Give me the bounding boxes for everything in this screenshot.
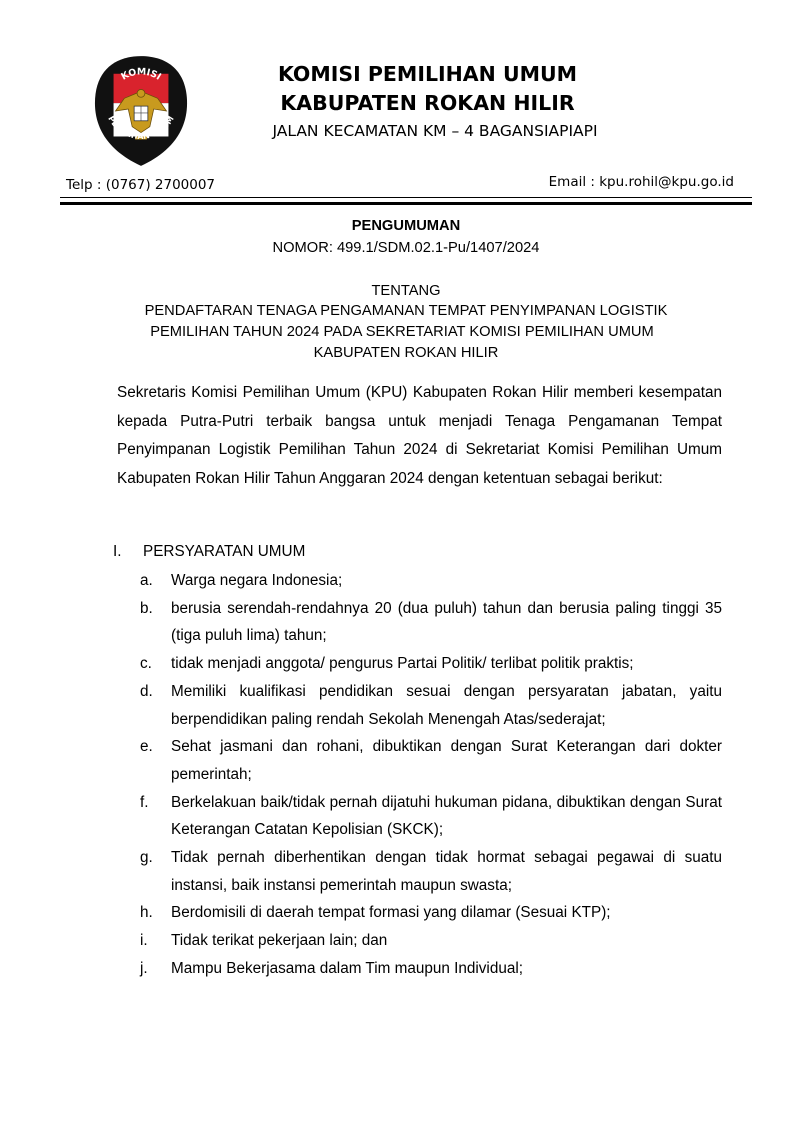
list-item — [140, 678, 722, 733]
item-letter: g. — [140, 849, 153, 867]
announcement-about: TENTANG — [371, 283, 441, 299]
list-item — [140, 844, 722, 899]
header-rule-thin — [60, 197, 752, 198]
list-item — [140, 955, 722, 983]
item-letter: f. — [140, 793, 149, 811]
list-item — [140, 927, 722, 955]
kpu-logo — [92, 54, 190, 168]
section-number: I. — [113, 543, 122, 560]
list-item — [140, 567, 722, 595]
item-letter: j. — [140, 959, 148, 977]
item-text: Berdomisili di daerah tempat formasi yang dilamar (Sesuai KTP); — [171, 904, 611, 922]
list-item — [140, 595, 722, 650]
requirements-list — [140, 567, 722, 983]
list-item — [140, 650, 722, 678]
subject-line: PEMILIHAN TAHUN 2024 PADA SEKRETARIAT KOMISI PEMILIHAN UMUM — [150, 324, 654, 340]
logo-bottom-text: PEMILIHAN UMUM — [106, 114, 176, 141]
item-text: Sehat jasmani dan rohani, dibuktikan dengan Surat Keterangan dari dokter pemerintah; — [171, 738, 722, 783]
phone: Telp : (0767) 2700007 — [66, 177, 216, 193]
address: JALAN KECAMATAN KM – 4 BAGANSIAPIAPI — [272, 122, 598, 140]
item-letter: d. — [140, 682, 153, 700]
item-text: tidak menjadi anggota/ pengurus Partai Politik/ terlibat politik praktis; — [171, 655, 634, 673]
list-item — [140, 733, 722, 788]
section-title: PERSYARATAN UMUM — [143, 543, 306, 560]
email: Email : kpu.rohil@kpu.go.id — [548, 174, 734, 190]
item-text: Mampu Bekerjasama dalam Tim maupun Individual; — [171, 959, 523, 977]
item-letter: e. — [140, 738, 153, 756]
item-text: Tidak terikat pekerjaan lain; dan — [171, 932, 388, 950]
item-text: berusia serendah-rendahnya 20 (dua puluh) tahun dan berusia paling tinggi 35 (tiga puluh lima) tahun; — [171, 599, 722, 645]
org-name: KOMISI PEMILIHAN UMUM — [277, 62, 578, 86]
item-letter: a. — [140, 572, 153, 589]
region-name: KABUPATEN ROKAN HILIR — [280, 91, 575, 115]
announcement-number: NOMOR: 499.1/SDM.02.1-Pu/1407/2024 — [272, 240, 540, 256]
item-letter: c. — [140, 655, 152, 673]
subject-line: KABUPATEN ROKAN HILIR — [313, 345, 499, 361]
logo-top-text: KOMISI — [119, 66, 163, 83]
subject-line: PENDAFTARAN TENAGA PENGAMANAN TEMPAT PENYIMPANAN LOGISTIK — [144, 303, 668, 319]
item-letter: b. — [140, 599, 153, 617]
item-letter: h. — [140, 904, 153, 922]
announcement-title: PENGUMUMAN — [351, 218, 461, 234]
header-rule-thick — [60, 202, 752, 205]
list-item — [140, 789, 722, 844]
item-text: Berkelakuan baik/tidak pernah dijatuhi hukuman pidana, dibuktikan dengan Surat Keterangan Catatan Kepolisian (SKCK); — [171, 793, 722, 839]
intro-paragraph: Sekretaris Komisi Pemilihan Umum (KPU) Kabupaten Rokan Hilir memberi kesempatan kepada Putra-Putri terbaik bangsa untuk menjadi Tenaga Pengamanan Tempat Penyimpanan Logistik Pemilihan Tahun 2024 di Sekretariat Komisi Pemilihan Umum Kabupaten Rokan Hilir Tahun Anggaran 2024 dengan ketentuan sebagai berikut: — [117, 384, 722, 487]
item-text: Memiliki kualifikasi pendidikan sesuai dengan persyaratan jabatan, yaitu berpendidikan paling rendah Sekolah Menengah Atas/sederajat; — [171, 682, 722, 728]
item-letter: i. — [140, 932, 148, 950]
item-text: Warga negara Indonesia; — [171, 572, 343, 589]
list-item — [140, 899, 722, 927]
item-text: Tidak pernah diberhentikan dengan tidak hormat sebagai pegawai di suatu instansi, baik instansi pemerintah maupun swasta; — [171, 849, 722, 894]
